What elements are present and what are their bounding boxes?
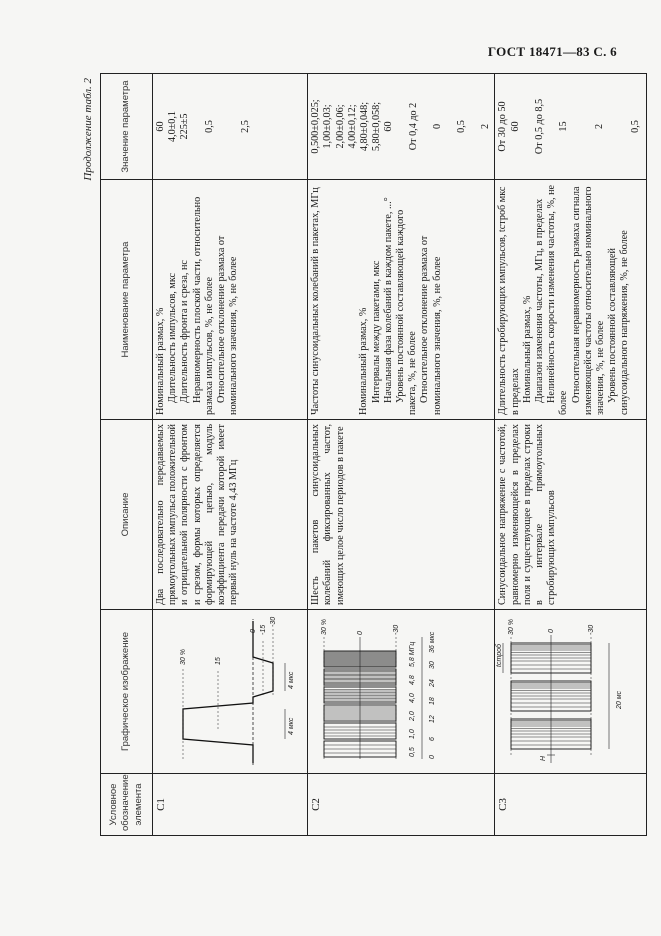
c2-time-2: 6 xyxy=(429,737,437,741)
rotated-table-area xyxy=(78,74,642,836)
param-line: Относительная неравномерность размаха сигнала изменяющейся частоты относительно номинального значения, %, не более xyxy=(570,186,607,415)
param-line: Уровень постоянной составляющей каждого пакета, %, не более xyxy=(395,209,419,415)
param-line: Диапазон изменения частоты, МГц, в пределах xyxy=(534,198,546,403)
c1-label-dur1: 4 мкс xyxy=(288,717,295,735)
col-description-header: Описание xyxy=(101,420,153,610)
value-line: 1,00±0,03; xyxy=(322,104,334,149)
c2-freq-6: 5,8 МГц xyxy=(409,641,417,667)
param-line: Номинальный размах, % xyxy=(358,307,370,415)
row-parameters xyxy=(153,180,308,420)
row-values xyxy=(308,74,495,180)
param-line: Длительность стробирующих импульсов, tстроб мкс в пределах xyxy=(497,186,521,415)
c2-time-1: 0 xyxy=(429,755,437,759)
value-line: 4,00±0,12; xyxy=(346,104,358,149)
c3-label-bottom: -30 xyxy=(588,624,596,635)
param-line: Относительное отклонение размаха от номинального значения, %, не более xyxy=(419,235,443,415)
row-code: С1 xyxy=(153,774,308,836)
graphic-c2 xyxy=(308,610,495,774)
value-line: 0 xyxy=(431,123,443,130)
value-line: От 0,4 до 2 xyxy=(407,102,419,151)
pulse-waveform-graphic xyxy=(155,615,301,769)
value-line: 2,5 xyxy=(239,120,251,133)
value-line: От 0,5 до 8,5 xyxy=(533,98,545,155)
c3-label-tstrob: tстроб xyxy=(496,644,504,667)
row-parameters xyxy=(308,180,495,420)
parameters-table xyxy=(100,73,647,836)
param-line: Частоты синусоидальных колебаний в пакетах, МГц xyxy=(310,187,322,415)
param-line: Длительность импульсов, мкс xyxy=(167,272,179,403)
value-line: 5,80±0,058; xyxy=(371,101,383,152)
c2-freq-5: 4,8 xyxy=(409,675,417,685)
c2-freq-2: 1,0 xyxy=(409,729,417,739)
value-line: 2 xyxy=(480,123,492,130)
c3-label-dur: 20 мс xyxy=(616,691,624,709)
param-line: Интервалы между пакетами, мкс xyxy=(370,260,382,403)
c1-label-dur2: 4 мкс xyxy=(288,671,295,689)
value-line: 60 xyxy=(383,121,395,132)
c3-label-top: 30 % xyxy=(508,619,516,635)
param-line: Нелинейность скорости изменения частоты, %, не более xyxy=(546,184,570,415)
c2-time-5: 24 xyxy=(429,679,437,687)
c2-time-7: 36 мкс xyxy=(429,631,437,653)
row-code: С3 xyxy=(495,774,646,836)
value-line: 2,00±0,06; xyxy=(334,104,346,149)
row-description: Шесть пакетов синусоидальных колебаний фиксированных частот, имеющих целое число периодов в пакете xyxy=(308,420,495,610)
c1-label-top: 30 % xyxy=(180,649,187,665)
packets-graphic xyxy=(310,615,472,769)
row-values xyxy=(153,74,308,180)
table-row xyxy=(153,74,308,836)
table-header-row xyxy=(101,74,153,836)
c2-time-6: 30 xyxy=(429,661,437,669)
c3-label-zero: 0 xyxy=(548,629,556,633)
c2-time-4: 18 xyxy=(429,697,437,705)
col-graphic-header: Графическое изображение xyxy=(101,610,153,774)
value-line: 0,5 xyxy=(456,120,468,133)
sweep-graphic xyxy=(497,615,639,769)
param-line: Номинальный размах, % xyxy=(521,295,533,403)
value-line: От 30 до 50 xyxy=(497,101,509,152)
value-line: 0,500±0,025; xyxy=(310,99,322,154)
c2-freq-4: 4,0 xyxy=(409,693,417,703)
c1-label-m30: -30 xyxy=(270,616,277,627)
param-line: Номинальный размах, % xyxy=(155,307,166,415)
c2-label-top: 30 % xyxy=(321,619,329,635)
page-header: ГОСТ 18471—83 С. 6 xyxy=(487,44,617,59)
c2-freq-3: 2,0 xyxy=(409,711,417,721)
param-line: Начальная фаза колебаний в каждом пакете, ...° xyxy=(382,197,394,403)
row-description: Два последовательно передаваемых прямоугольных импульса положительной и отрицательной полярности с фронтом и срезом, формы которых определяется формирующей цепью, модуль коэффициента передачи которой имеет первый нуль на частоте 4,43 МГц xyxy=(153,420,308,610)
value-line: 4,80±0,048; xyxy=(359,101,371,152)
value-line: 4,0±0,1 xyxy=(167,110,179,143)
c1-label-0: 0 xyxy=(250,629,257,633)
row-parameters xyxy=(495,180,646,420)
c3-label-h: H xyxy=(540,755,548,761)
graphic-c3 xyxy=(495,610,646,774)
col-value-header: Значение параметра xyxy=(101,74,153,180)
col-code-header: Условное обозначение элемента xyxy=(101,774,153,836)
c1-label-15: 15 xyxy=(215,657,222,665)
table-row xyxy=(495,74,646,836)
row-values xyxy=(495,74,646,180)
row-code: С2 xyxy=(308,774,495,836)
param-line: Уровень постоянной составляющей синусоидального напряжения, %, не более xyxy=(607,230,631,415)
c2-freq-1: 0,5 xyxy=(409,747,417,757)
c2-label-bottom: -30 xyxy=(393,624,401,635)
param-line: Длительность фронта и среза, нс xyxy=(179,260,191,403)
c2-time-3: 12 xyxy=(429,715,437,723)
param-line: Неравномерность плоской части, относительно размаха импульсов, %, не более xyxy=(191,196,215,415)
value-line: 225±5 xyxy=(179,113,191,140)
continuation-caption: Продолжение табл. 2 xyxy=(82,78,94,181)
value-line: 60 xyxy=(155,121,166,132)
graphic-c1 xyxy=(153,610,308,774)
row-description: Синусоидальное напряжение с частотой, равномерно изменяющейся в пределах поля и существующее в пределах строки в интервале прямоугольных стробирующих импульсов xyxy=(495,420,646,610)
param-line: Относительное отклонение размаха от номинального значения, %, не более xyxy=(216,235,240,415)
value-line: 0,5 xyxy=(203,120,215,133)
value-line: 0,5 xyxy=(630,120,642,133)
value-line: 15 xyxy=(558,121,570,132)
value-line: 2 xyxy=(594,123,606,130)
value-line: 60 xyxy=(509,121,521,132)
table-row xyxy=(308,74,495,836)
c2-label-zero: 0 xyxy=(357,631,365,635)
rotated-content xyxy=(78,74,642,836)
c1-label-m15: -15 xyxy=(260,624,267,635)
col-parameter-header: Наименование параметра xyxy=(101,180,153,420)
